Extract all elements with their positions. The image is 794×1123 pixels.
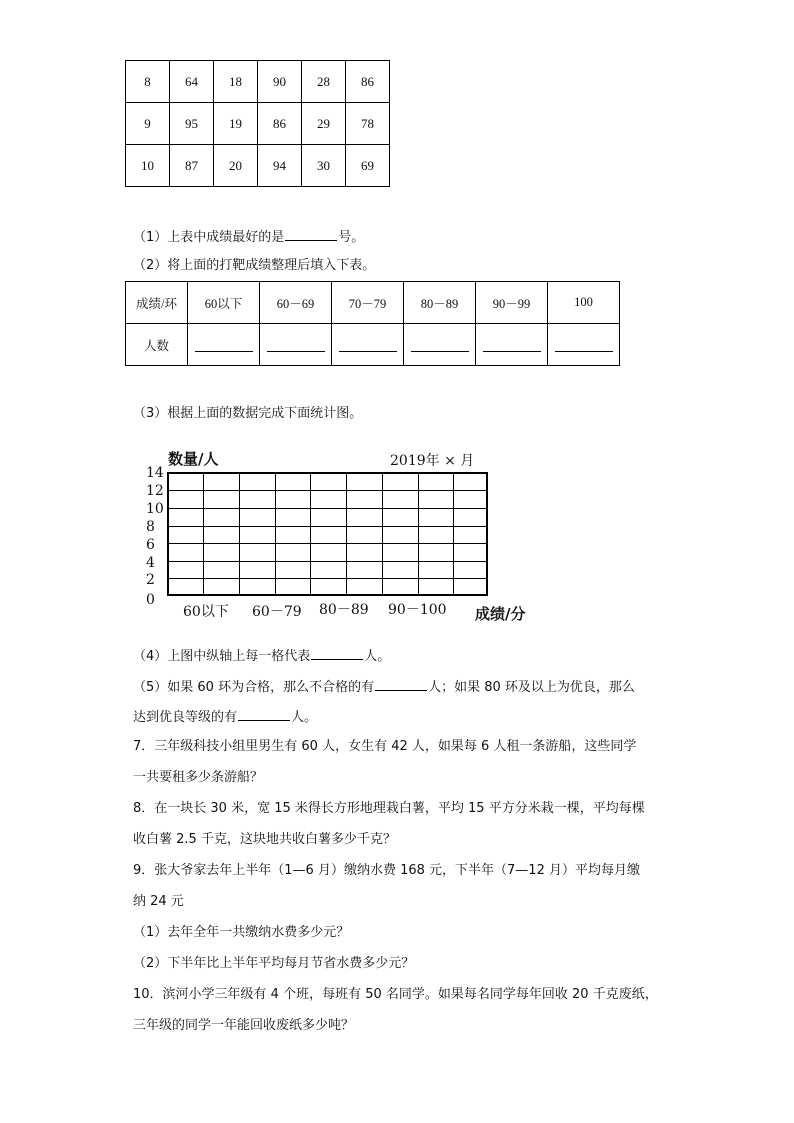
grid-line [169,543,486,544]
header-cell: 100 [548,282,620,324]
score-table [125,60,390,187]
table-cell: 69 [346,145,390,187]
table-cell: 86 [258,103,302,145]
answer-cell[interactable] [548,324,620,366]
table-cell: 87 [170,145,214,187]
y-tick: 8 [146,519,155,535]
problem-8-line-1: 8．在一块长 30 米，宽 15 米得长方形地理栽白薯，平均 15 平方分米栽一棵，平均每棵 [133,801,645,816]
header-cell: 90－99 [476,282,548,324]
header-cell: 60－69 [260,282,332,324]
answer-blank[interactable] [411,337,469,352]
grid-line [275,474,276,594]
question-5-line-2 [133,708,317,726]
question-4-text: （4）上图中纵轴上每一格代表 [133,649,311,664]
grid-line [169,578,486,579]
grid-line [346,474,347,594]
grid-line [169,490,486,491]
problem-10-line-2: 三年级的同学一年能回收废纸多少吨？ [133,1018,355,1033]
answer-blank[interactable] [267,337,325,352]
y-tick: 10 [146,501,164,517]
question-4 [133,647,390,665]
table-row [126,324,620,366]
grid-line [203,474,204,594]
tally-table [125,281,620,366]
y-tick: 12 [146,483,164,499]
question-5-line-1 [133,678,635,696]
answer-blank[interactable] [285,228,337,241]
answer-blank[interactable] [483,337,541,352]
answer-blank[interactable] [375,678,427,691]
problem-9-sub-1: （1）去年全年一共缴纳水费多少元？ [133,925,350,940]
chart-title: 2019年 × 月 [390,453,475,469]
answer-blank[interactable] [339,337,397,352]
answer-blank[interactable] [238,708,290,721]
question-1-text: （1）上表中成绩最好的是 [133,230,285,245]
problem-9-line-1: 9．张大爷家去年上半年（1—6 月）缴纳水费 168 元，下半年（7—12 月）平均每月缴 [133,863,640,878]
y-tick: 0 [146,592,155,608]
y-axis-title: 数量/人 [168,450,219,468]
y-tick: 2 [146,572,155,588]
question-3: （3）根据上面的数据完成下面统计图。 [133,406,363,421]
question-4-suffix: 人。 [364,649,391,664]
question-1 [133,228,364,246]
table-row [126,103,390,145]
answer-blank[interactable] [555,337,613,352]
grid-line [418,474,419,594]
answer-blank[interactable] [311,647,363,660]
answer-cell[interactable] [476,324,548,366]
table-cell: 28 [302,61,346,103]
table-cell: 20 [214,145,258,187]
y-tick: 14 [146,465,164,481]
problem-9-sub-2: （2）下半年比上半年平均每月节省水费多少元？ [133,956,415,971]
table-cell: 9 [126,103,170,145]
table-header-row [126,282,620,324]
problem-7-line-2: 一共要租多少条游船？ [133,770,264,785]
question-5-text: 人；如果 80 环及以上为优良，那么 [428,680,635,695]
table-cell: 19 [214,103,258,145]
question-5-text: 人。 [291,710,318,725]
table-cell: 86 [346,61,390,103]
table-cell: 29 [302,103,346,145]
problem-9-line-2: 纳 24 元 [133,894,184,909]
y-tick: 6 [146,537,155,553]
question-2: （2）将上面的打靶成绩整理后填入下表。 [133,258,376,273]
y-tick: 4 [146,555,155,571]
row-label: 人数 [126,324,188,366]
table-row [126,145,390,187]
answer-cell[interactable] [260,324,332,366]
grid-line [169,561,486,562]
grid-line [239,474,240,594]
table-cell: 10 [126,145,170,187]
x-axis-title: 成绩/分 [475,605,526,623]
grid-line [382,474,383,594]
header-cell: 成绩/环 [126,282,188,324]
header-cell: 60以下 [188,282,260,324]
answer-cell[interactable] [404,324,476,366]
grid-line [169,526,486,527]
grid-line [169,508,486,509]
table-cell: 95 [170,103,214,145]
problem-10-line-1: 10．滨河小学三年级有 4 个班，每班有 50 名同学。如果每名同学每年回收 20 千克废纸， [133,987,658,1002]
chart-grid [167,472,488,596]
table-cell: 90 [258,61,302,103]
grid-line [310,474,311,594]
x-category: 60以下 [183,604,229,620]
x-category: 60－79 [252,604,302,620]
table-cell: 78 [346,103,390,145]
question-1-suffix: 号。 [338,230,365,245]
x-category: 90－100 [388,602,447,618]
question-5-text: （5）如果 60 环为合格，那么不合格的有 [133,680,375,695]
table-cell: 94 [258,145,302,187]
problem-8-line-2: 收白薯 2.5 千克，这块地共收白薯多少千克？ [133,832,396,847]
table-cell: 64 [170,61,214,103]
problem-7-line-1: 7．三年级科技小组里男生有 60 人，女生有 42 人，如果每 6 人租一条游船，这些同学 [133,739,637,754]
header-cell: 80－89 [404,282,476,324]
table-cell: 18 [214,61,258,103]
answer-blank[interactable] [195,337,253,352]
table-row [126,61,390,103]
header-cell: 70－79 [332,282,404,324]
x-category: 80－89 [319,602,369,618]
answer-cell[interactable] [332,324,404,366]
answer-cell[interactable] [188,324,260,366]
grid-line [453,474,454,594]
table-cell: 30 [302,145,346,187]
table-cell: 8 [126,61,170,103]
question-5-text: 达到优良等级的有 [133,710,238,725]
